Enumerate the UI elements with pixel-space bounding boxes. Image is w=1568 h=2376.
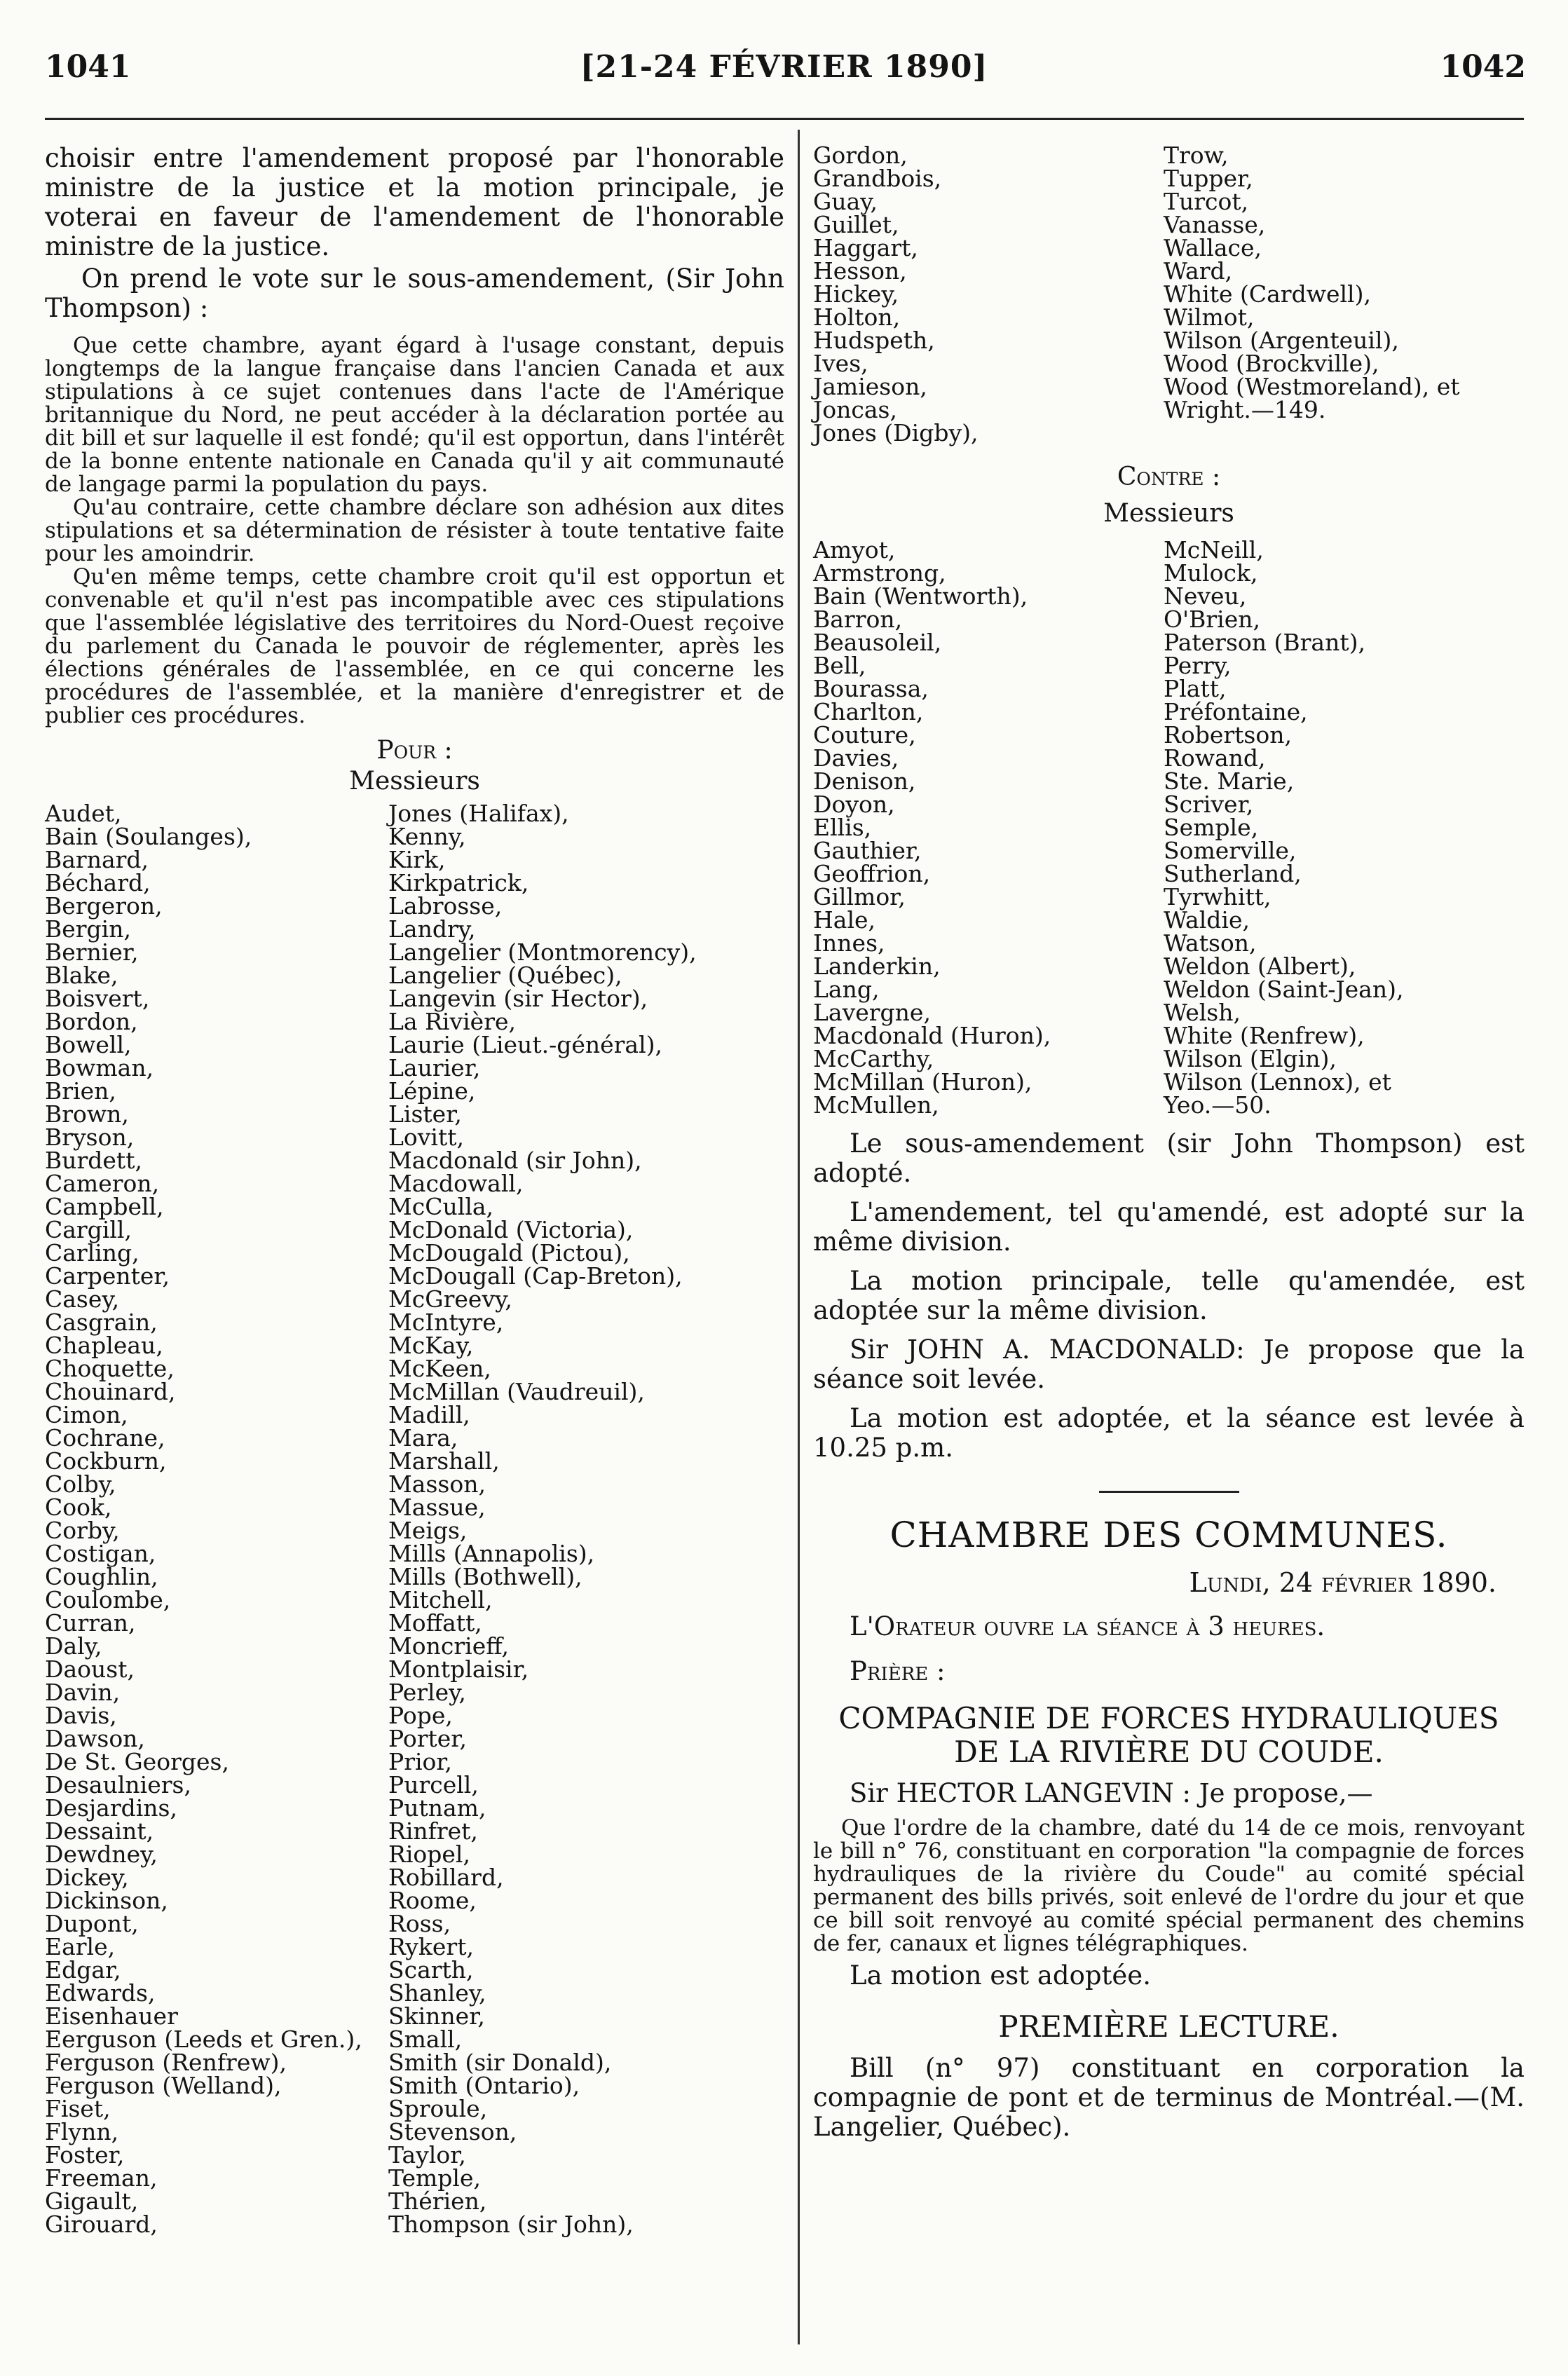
member-name: Weldon (Saint-Jean), bbox=[1164, 976, 1404, 1003]
pour-names-continued bbox=[813, 144, 1525, 444]
member-name: Guay, bbox=[813, 188, 878, 215]
member-name: Hale, bbox=[813, 906, 876, 934]
pour-names-column bbox=[388, 802, 784, 2236]
member-name: McKay, bbox=[388, 1332, 474, 1359]
member-name: Barnard, bbox=[45, 846, 149, 873]
member-name: McNeill, bbox=[1164, 536, 1264, 564]
member-name: Roome, bbox=[388, 1887, 477, 1914]
member-name: Paterson (Brant), bbox=[1164, 629, 1365, 656]
member-name: McCulla, bbox=[388, 1193, 494, 1220]
member-name: Smith (Ontario), bbox=[388, 2072, 580, 2099]
member-name: Béchard, bbox=[45, 869, 151, 896]
member-name: Prior, bbox=[388, 1748, 453, 1775]
member-name: Stevenson, bbox=[388, 2118, 517, 2145]
member-name: Campbell, bbox=[45, 1193, 164, 1220]
member-name: McCarthy, bbox=[813, 1045, 934, 1072]
member-name: Joncas, bbox=[813, 396, 897, 423]
member-name: Waldie, bbox=[1164, 906, 1250, 934]
member-name: Mulock, bbox=[1164, 559, 1258, 587]
member-name: Carling, bbox=[45, 1239, 139, 1266]
member-name: Thérien, bbox=[388, 2187, 487, 2215]
member-name: McGreevy, bbox=[388, 1285, 512, 1313]
member-name: Coulombe, bbox=[45, 1586, 171, 1613]
motion-paragraph: Qu'au contraire, cette chambre déclare son adhésion aux dites stipulations et sa détermination de résister à toute tentative faite pour les amoindrir. bbox=[45, 495, 784, 566]
member-name: Moncrieff, bbox=[388, 1632, 510, 1660]
member-name: Laurier, bbox=[388, 1054, 481, 1081]
member-name: Wood (Brockville), bbox=[1164, 350, 1379, 377]
member-name: McIntyre, bbox=[388, 1309, 504, 1336]
langevin-line: Sir HECTOR LANGEVIN : Je propose,— bbox=[850, 1778, 1373, 1808]
member-name: Costigan, bbox=[45, 1540, 156, 1567]
premiere-lecture-title: PREMIÈRE LECTURE. bbox=[998, 2009, 1339, 2044]
member-name: Denison, bbox=[813, 767, 916, 795]
member-name: Eerguson (Leeds et Gren.), bbox=[45, 2026, 362, 2053]
member-name: Wood (Westmoreland), et bbox=[1164, 373, 1460, 400]
member-name: Tyrwhitt, bbox=[1164, 883, 1272, 910]
member-name: Bourassa, bbox=[813, 675, 929, 702]
member-name: Turcot, bbox=[1164, 188, 1249, 215]
member-name: De St. Georges, bbox=[45, 1748, 229, 1775]
member-name: Girouard, bbox=[45, 2211, 158, 2238]
member-name: Flynn, bbox=[45, 2118, 119, 2145]
member-name: Bell, bbox=[813, 652, 866, 679]
member-name: Mills (Bothwell), bbox=[388, 1563, 582, 1590]
member-name: Gillmor, bbox=[813, 883, 906, 910]
member-name: Innes, bbox=[813, 929, 885, 957]
member-name: Choquette, bbox=[45, 1355, 175, 1382]
member-name: Ste. Marie, bbox=[1164, 767, 1295, 795]
member-name: Marshall, bbox=[388, 1447, 500, 1475]
member-name: Davin, bbox=[45, 1679, 121, 1706]
member-name: Haggart, bbox=[813, 234, 918, 261]
member-name: Cook, bbox=[45, 1494, 112, 1521]
member-name: Beausoleil, bbox=[813, 629, 942, 656]
member-name: La Rivière, bbox=[388, 1008, 516, 1035]
pour-names-column bbox=[45, 802, 388, 2236]
member-name: McMullen, bbox=[813, 1091, 939, 1119]
member-name: Mills (Annapolis), bbox=[388, 1540, 595, 1567]
vote-intro: On prend le vote sur le sous-amendement, (Sir John Thompson) : bbox=[45, 264, 784, 323]
member-name: Kirkpatrick, bbox=[388, 869, 529, 896]
member-name: Pope, bbox=[388, 1702, 453, 1729]
member-name: McDougall (Cap-Breton), bbox=[388, 1262, 683, 1290]
member-name: Semple, bbox=[1164, 814, 1259, 841]
member-name: Perry, bbox=[1164, 652, 1232, 679]
pour-names-list bbox=[45, 802, 784, 2236]
company-title-line: DE LA RIVIÈRE DU COUDE. bbox=[954, 1735, 1384, 1769]
member-name: Holton, bbox=[813, 303, 901, 331]
member-name: Mitchell, bbox=[388, 1586, 493, 1613]
member-name: Macdonald (sir John), bbox=[388, 1147, 642, 1174]
member-name: Daoust, bbox=[45, 1655, 135, 1683]
speaker-line: L'Orateur ouvre la séance à 3 heures. bbox=[850, 1611, 1325, 1641]
member-name: Bryson, bbox=[45, 1124, 135, 1151]
intro-paragraph bbox=[45, 144, 784, 261]
member-name: Putnam, bbox=[388, 1794, 486, 1822]
member-name: Dickinson, bbox=[45, 1887, 168, 1914]
member-name: Barron, bbox=[813, 606, 903, 633]
member-name: Earle, bbox=[45, 1933, 116, 1960]
member-name: Doyon, bbox=[813, 791, 895, 818]
member-name: Gordon, bbox=[813, 142, 908, 169]
member-name: Perley, bbox=[388, 1679, 466, 1706]
member-name: Colby, bbox=[45, 1470, 116, 1498]
member-name: Eisenhauer bbox=[45, 2002, 178, 2030]
member-name: Chapleau, bbox=[45, 1332, 163, 1359]
member-name: Ives, bbox=[813, 350, 868, 377]
member-name: Desaulniers, bbox=[45, 1771, 191, 1798]
member-name: Edgar, bbox=[45, 1956, 121, 1984]
member-name: McMillan (Vaudreuil), bbox=[388, 1378, 645, 1405]
member-name: Taylor, bbox=[388, 2141, 466, 2169]
member-name: Mara, bbox=[388, 1424, 458, 1452]
member-name: Lister, bbox=[388, 1100, 462, 1128]
member-name: Scarth, bbox=[388, 1956, 474, 1984]
member-name: Macdowall, bbox=[388, 1170, 524, 1197]
member-name: Welsh, bbox=[1164, 999, 1241, 1026]
member-name: Massue, bbox=[388, 1494, 486, 1521]
member-name: Bain (Wentworth), bbox=[813, 582, 1028, 610]
member-name: McKeen, bbox=[388, 1355, 491, 1382]
member-name: Rowand, bbox=[1164, 744, 1266, 772]
member-name: Rinfret, bbox=[388, 1817, 478, 1845]
member-name: Casey, bbox=[45, 1285, 120, 1313]
member-name: Bowell, bbox=[45, 1031, 132, 1058]
contre-names-list bbox=[813, 538, 1525, 1117]
member-name: Small, bbox=[388, 2026, 463, 2053]
member-name: Lépine, bbox=[388, 1077, 476, 1105]
result-paragraph: Le sous-amendement (sir John Thompson) est adopté. bbox=[813, 1128, 1525, 1188]
member-name: McDonald (Victoria), bbox=[388, 1216, 634, 1243]
member-name: Rykert, bbox=[388, 1933, 474, 1960]
member-name: Davies, bbox=[813, 744, 899, 772]
member-name: Ward, bbox=[1164, 257, 1233, 285]
member-name: Boisvert, bbox=[45, 985, 150, 1012]
member-name: Laurie (Lieut.-général), bbox=[388, 1031, 663, 1058]
motion-adopted: La motion est adoptée. bbox=[850, 1960, 1151, 1991]
member-name: Cimon, bbox=[45, 1401, 128, 1428]
member-name: Foster, bbox=[45, 2141, 125, 2169]
member-name: Meigs, bbox=[388, 1517, 468, 1544]
member-name: Wright.—149. bbox=[1164, 396, 1326, 423]
member-name: Fiset, bbox=[45, 2095, 111, 2122]
member-name: Langevin (sir Hector), bbox=[388, 985, 648, 1012]
member-name: Jones (Digby), bbox=[813, 419, 979, 446]
member-name: Dewdney, bbox=[45, 1841, 158, 1868]
member-name: Lovitt, bbox=[388, 1124, 464, 1151]
member-name: Temple, bbox=[388, 2164, 481, 2192]
member-name: Neveu, bbox=[1164, 582, 1247, 610]
messieurs-label: Messieurs bbox=[349, 767, 480, 796]
member-name: Thompson (sir John), bbox=[388, 2211, 634, 2238]
member-name: Coughlin, bbox=[45, 1563, 158, 1590]
company-title bbox=[813, 1702, 1525, 1769]
member-name: Chouinard, bbox=[45, 1378, 176, 1405]
member-name: Landerkin, bbox=[813, 953, 941, 980]
member-name: Kenny, bbox=[388, 823, 466, 850]
member-name: Wilson (Argenteuil), bbox=[1164, 327, 1399, 354]
member-name: Langelier (Québec), bbox=[388, 962, 622, 989]
member-name: Corby, bbox=[45, 1517, 120, 1544]
member-name: Bergeron, bbox=[45, 892, 163, 920]
section-rule bbox=[1099, 1491, 1239, 1493]
intro-line: ministre de la justice et la motion principale, je bbox=[45, 172, 784, 203]
member-name: Masson, bbox=[388, 1470, 486, 1498]
member-name: McDougald (Pictou), bbox=[388, 1239, 630, 1266]
member-name: Platt, bbox=[1164, 675, 1227, 702]
intro-line: choisir entre l'amendement proposé par l'honorable bbox=[45, 143, 784, 173]
result-paragraph: Sir JOHN A. MACDONALD: Je propose que la séance soit levée. bbox=[813, 1334, 1525, 1394]
left-column bbox=[45, 144, 784, 2236]
member-name: Somerville, bbox=[1164, 837, 1297, 864]
result-paragraph: La motion est adoptée, et la séance est levée à 10.25 p.m. bbox=[813, 1403, 1525, 1463]
member-name: Ross, bbox=[388, 1910, 451, 1937]
member-name: Couture, bbox=[813, 721, 916, 749]
member-name: Geoffrion, bbox=[813, 860, 931, 887]
member-name: Gauthier, bbox=[813, 837, 922, 864]
member-name: Dawson, bbox=[45, 1725, 145, 1752]
member-name: Kirk, bbox=[388, 846, 446, 873]
member-name: Burdett, bbox=[45, 1147, 142, 1174]
member-name: White (Cardwell), bbox=[1164, 280, 1371, 308]
chamber-title: CHAMBRE DES COMMUNES. bbox=[889, 1515, 1448, 1555]
member-name: Gigault, bbox=[45, 2187, 139, 2215]
member-name: Cameron, bbox=[45, 1170, 160, 1197]
member-name: Audet, bbox=[45, 800, 122, 827]
right-column bbox=[813, 144, 1525, 2142]
motion-paragraph: Qu'en même temps, cette chambre croit qu'il est opportun et convenable et qu'il n'est pas incompatible avec ces stipulations que l'assemblée législative des territoires du Nord-Ouest reçoive du parlement du Canada le pouvoir de réglementer, après les élections générales de l'assemblée, en ce qui concerne les procédures de l'assemblée, et la manière d'enregistrer et de publier ces procédures. bbox=[45, 564, 784, 728]
column-divider bbox=[798, 130, 800, 2344]
member-name: Smith (sir Donald), bbox=[388, 2049, 612, 2076]
bill-line: Bill (n° 97) constituant en corporation la compagnie de pont et de terminus de Montréal.—(M. Langelier, Québec). bbox=[813, 2053, 1525, 2142]
member-name: Dupont, bbox=[45, 1910, 139, 1937]
member-name: Charlton, bbox=[813, 698, 924, 725]
pour-names-column bbox=[813, 144, 1164, 444]
member-name: Porter, bbox=[388, 1725, 467, 1752]
member-name: Curran, bbox=[45, 1609, 136, 1637]
member-name: Bowman, bbox=[45, 1054, 154, 1081]
header-rule bbox=[45, 118, 1524, 120]
member-name: Lang, bbox=[813, 976, 880, 1003]
member-name: Armstrong, bbox=[813, 559, 946, 587]
member-name: Brown, bbox=[45, 1100, 129, 1128]
member-name: Watson, bbox=[1164, 929, 1257, 957]
member-name: Langelier (Montmorency), bbox=[388, 938, 697, 966]
member-name: Vanasse, bbox=[1164, 211, 1266, 238]
pour-label: Pour : bbox=[376, 736, 453, 765]
member-name: Hickey, bbox=[813, 280, 899, 308]
member-name: Daly, bbox=[45, 1632, 102, 1660]
member-name: Wilson (Lennox), et bbox=[1164, 1068, 1391, 1095]
member-name: Trow, bbox=[1164, 142, 1229, 169]
member-name: Carpenter, bbox=[45, 1262, 170, 1290]
running-header: [21-24 FÉVRIER 1890] bbox=[580, 49, 988, 85]
member-name: Cockburn, bbox=[45, 1447, 167, 1475]
member-name: O'Brien, bbox=[1164, 606, 1260, 633]
member-name: Desjardins, bbox=[45, 1794, 177, 1822]
member-name: Jamieson, bbox=[813, 373, 927, 400]
member-name: Edwards, bbox=[45, 1979, 156, 2007]
member-name: Grandbois, bbox=[813, 165, 942, 192]
member-name: Moffatt, bbox=[388, 1609, 482, 1637]
member-name: Ferguson (Welland), bbox=[45, 2072, 282, 2099]
member-name: Cargill, bbox=[45, 1216, 132, 1243]
member-name: Sutherland, bbox=[1164, 860, 1302, 887]
member-name: Ferguson (Renfrew), bbox=[45, 2049, 287, 2076]
contre-names-column bbox=[813, 538, 1164, 1117]
member-name: Shanley, bbox=[388, 1979, 486, 2007]
member-name: Purcell, bbox=[388, 1771, 479, 1798]
member-name: Tupper, bbox=[1164, 165, 1253, 192]
priere-label: Prière : bbox=[850, 1656, 946, 1686]
langevin-motion: Que l'ordre de la chambre, daté du 14 de ce mois, renvoyant le bill n° 76, constituant en corporation "la compagnie de forces hydrauliques de la rivière du Coude" au comité spécial permanent des bills privés, soit enlevé de l'ordre du jour et que ce bill soit renvoyé au comité spécial permanent des chemins de fer, canaux et lignes télégraphiques. bbox=[813, 1815, 1525, 1956]
member-name: Yeo.—50. bbox=[1164, 1091, 1272, 1119]
member-name: Hesson, bbox=[813, 257, 907, 285]
member-name: Jones (Halifax), bbox=[388, 800, 569, 827]
member-name: Bordon, bbox=[45, 1008, 138, 1035]
member-name: Hudspeth, bbox=[813, 327, 935, 354]
member-name: Guillet, bbox=[813, 211, 899, 238]
member-name: Skinner, bbox=[388, 2002, 485, 2030]
messieurs-label: Messieurs bbox=[1103, 499, 1234, 528]
date-line: Lundi, 24 février 1890. bbox=[1189, 1567, 1497, 1598]
member-name: White (Renfrew), bbox=[1164, 1022, 1365, 1049]
member-name: Wilmot, bbox=[1164, 303, 1255, 331]
result-paragraph: L'amendement, tel qu'amendé, est adopté sur la même division. bbox=[813, 1197, 1525, 1257]
intro-line: voterai en faveur de l'amendement de l'honorable bbox=[45, 202, 784, 232]
company-title-line: COMPAGNIE DE FORCES HYDRAULIQUES bbox=[838, 1701, 1499, 1735]
member-name: Cochrane, bbox=[45, 1424, 165, 1452]
member-name: Labrosse, bbox=[388, 892, 503, 920]
results bbox=[813, 1129, 1525, 1463]
contre-label: Contre : bbox=[1117, 463, 1221, 491]
member-name: Robertson, bbox=[1164, 721, 1292, 749]
member-name: Sproule, bbox=[388, 2095, 488, 2122]
member-name: Ellis, bbox=[813, 814, 872, 841]
pour-names-column bbox=[1164, 144, 1525, 444]
result-paragraph: La motion principale, telle qu'amendée, est adoptée sur la même division. bbox=[813, 1266, 1525, 1325]
member-name: Wallace, bbox=[1164, 234, 1262, 261]
member-name: Casgrain, bbox=[45, 1309, 158, 1336]
member-name: Macdonald (Huron), bbox=[813, 1022, 1051, 1049]
page-number-left: 1041 bbox=[45, 49, 131, 85]
motion-text bbox=[45, 334, 784, 728]
member-name: Blake, bbox=[45, 962, 118, 989]
member-name: Lavergne, bbox=[813, 999, 931, 1026]
member-name: Davis, bbox=[45, 1702, 117, 1729]
member-name: Landry, bbox=[388, 915, 476, 943]
member-name: Robillard, bbox=[388, 1864, 504, 1891]
member-name: Dickey, bbox=[45, 1864, 129, 1891]
intro-line: ministre de la justice. bbox=[45, 231, 330, 261]
member-name: Weldon (Albert), bbox=[1164, 953, 1356, 980]
member-name: Brien, bbox=[45, 1077, 116, 1105]
member-name: Préfontaine, bbox=[1164, 698, 1308, 725]
member-name: Scriver, bbox=[1164, 791, 1254, 818]
member-name: Madill, bbox=[388, 1401, 470, 1428]
motion-paragraph: Que cette chambre, ayant égard à l'usage constant, depuis longtemps de la langue française dans l'ancien Canada et aux stipulations à ce sujet contenues dans l'acte de l'Amérique britannique du Nord, ne peut accéder à la déclaration portée au dit bill et sur laquelle il est fondé; qu'il est opportun, dans l'intérêt de la bonne entente nationale en Canada qu'il y ait communauté de langage parmi la population du pays. bbox=[45, 333, 784, 497]
member-name: Montplaisir, bbox=[388, 1655, 529, 1683]
member-name: Freeman, bbox=[45, 2164, 158, 2192]
member-name: Wilson (Elgin), bbox=[1164, 1045, 1337, 1072]
member-name: Riopel, bbox=[388, 1841, 470, 1868]
page-number-right: 1042 bbox=[1440, 49, 1526, 85]
member-name: Dessaint, bbox=[45, 1817, 154, 1845]
member-name: Bergin, bbox=[45, 915, 131, 943]
member-name: Bernier, bbox=[45, 938, 139, 966]
contre-names-column bbox=[1164, 538, 1525, 1117]
member-name: Bain (Soulanges), bbox=[45, 823, 252, 850]
member-name: Amyot, bbox=[813, 536, 896, 564]
member-name: McMillan (Huron), bbox=[813, 1068, 1032, 1095]
